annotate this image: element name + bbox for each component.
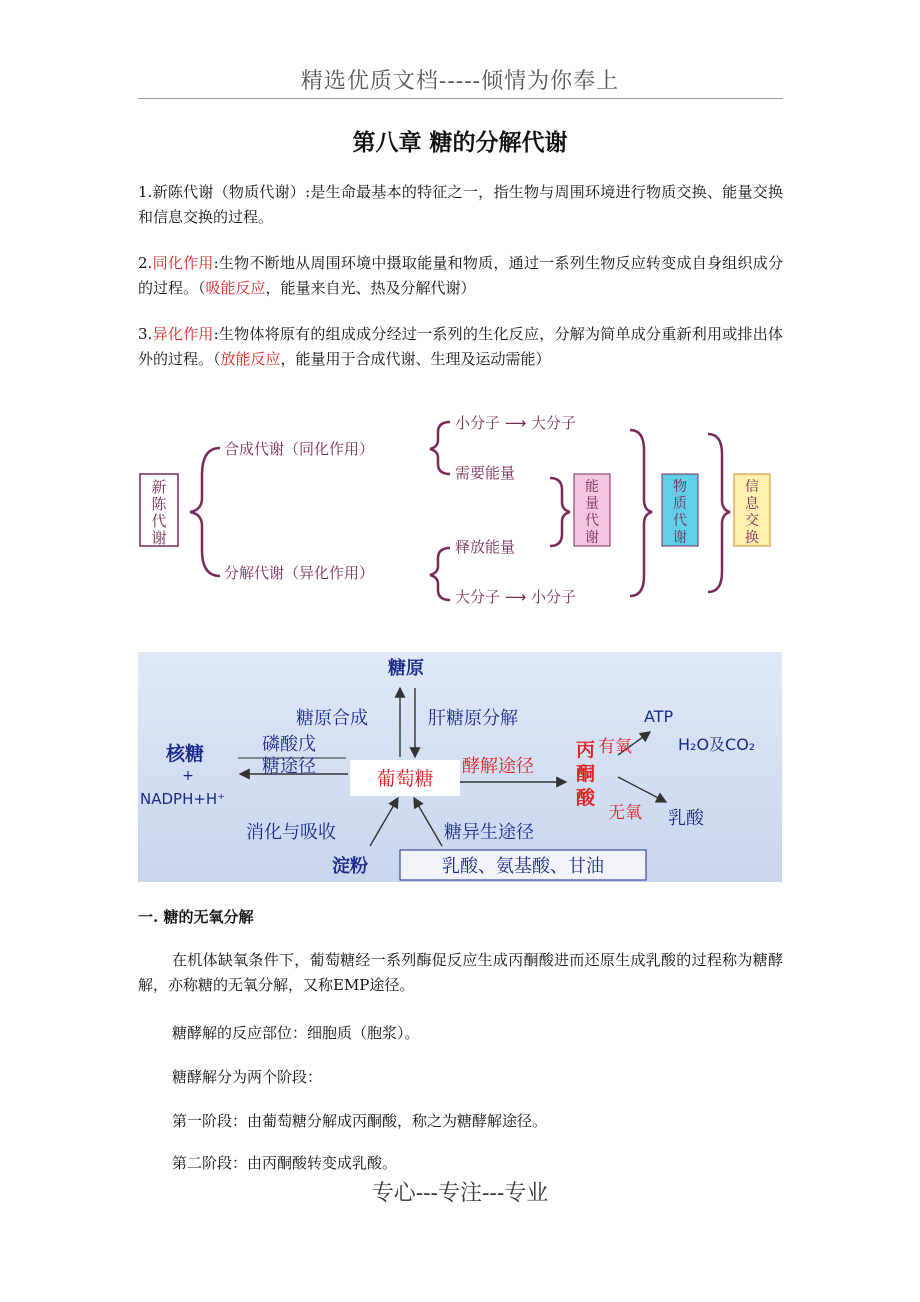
pyruvate-char-2: 酮 xyxy=(576,763,596,785)
page-footer: 专心---专注---专业 xyxy=(371,1181,549,1206)
need-energy-label: 需要能量 xyxy=(455,464,516,482)
info-char-3: 交 xyxy=(745,513,759,529)
anaerobic-label: 无氧 xyxy=(608,803,642,823)
energy-char-2: 量 xyxy=(585,496,599,512)
header-rule xyxy=(138,98,783,99)
digestion-label: 消化与吸收 xyxy=(246,822,336,843)
energy-char-1: 能 xyxy=(585,479,599,495)
release-energy-label: 释放能量 xyxy=(455,538,516,556)
glycogenolysis-label: 肝糖原分解 xyxy=(428,708,518,729)
section-paragraph-5: 第二阶段：由丙酮酸转变成乳酸。 xyxy=(172,1154,398,1172)
energy-char-3: 代 xyxy=(585,513,599,529)
small-to-big-label: 小分子 ⟶ 大分子 xyxy=(455,414,577,432)
paragraph-2 xyxy=(138,251,783,301)
section-paragraph-1: 在机体缺氧条件下，葡萄糖经一系列酶促反应生成丙酮酸进而还原生成乳酸的过程称为糖酵解，亦称糖的无氧分解，又称EMP途径。 xyxy=(138,951,783,994)
info-char-4: 换 xyxy=(745,530,759,546)
matter-char-4: 谢 xyxy=(673,530,687,546)
brace-info xyxy=(708,434,730,592)
lactate-product-label: 乳酸 xyxy=(668,808,704,829)
brace-energy xyxy=(550,478,570,546)
h2o-co2-label: H₂O及CO₂ xyxy=(678,735,756,754)
pyruvate-char-3: 酸 xyxy=(576,787,596,809)
p3-term: 异化作用 xyxy=(152,325,214,343)
p2-term: 同化作用 xyxy=(152,254,214,272)
brace-catabolism xyxy=(430,548,450,600)
energy-char-4: 谢 xyxy=(585,530,599,546)
ppp-label-1: 磷酸戊 xyxy=(262,734,316,755)
section-paragraph-2: 糖酵解的反应部位：细胞质（胞浆）。 xyxy=(172,1024,420,1042)
catabolism-label: 分解代谢（异化作用） xyxy=(224,564,375,582)
p2-text-b: ，能量来自光、热及分解代谢） xyxy=(265,279,476,297)
atp-label: ATP xyxy=(644,707,674,726)
plus-label: + xyxy=(182,768,194,784)
glucose-metabolism-diagram xyxy=(138,652,782,882)
pyruvate-char-1: 丙 xyxy=(576,739,596,761)
p3-term2: 放能反应 xyxy=(220,350,281,368)
p2-term2: 吸能反应 xyxy=(205,279,266,297)
p3-text-b: ，能量用于合成代谢、生理及运动需能） xyxy=(280,350,551,368)
root-char-4: 谢 xyxy=(151,529,167,547)
p2-number: 2. xyxy=(138,254,153,272)
root-char-1: 新 xyxy=(151,478,167,496)
gluconeogenesis-label: 糖异生途径 xyxy=(444,822,534,843)
brace-matter xyxy=(630,430,652,596)
root-char-2: 陈 xyxy=(151,495,167,513)
glucose-label: 葡萄糖 xyxy=(376,768,434,790)
matter-char-1: 物 xyxy=(673,479,687,495)
starch-label: 淀粉 xyxy=(332,856,368,877)
brace-root xyxy=(190,448,220,576)
page-header: 精选优质文档-----倾情为你奉上 xyxy=(300,69,620,94)
info-char-1: 信 xyxy=(745,479,759,495)
info-char-2: 息 xyxy=(745,496,759,512)
section-paragraph-4: 第一阶段：由葡萄糖分解成丙酮酸，称之为糖酵解途径。 xyxy=(172,1112,548,1130)
p3-text-a: :生物体将原有的组成成分经过一系列的生化反应，分解为简单成分重新利用或排出体外的过程。（ xyxy=(138,325,783,368)
chapter-title: 第八章 糖的分解代谢 xyxy=(352,130,568,156)
p3-number: 3. xyxy=(138,325,153,343)
section-paragraph-3: 糖酵解分为两个阶段： xyxy=(172,1068,323,1086)
matter-char-2: 质 xyxy=(673,496,687,512)
p2-text-a: :生物不断地从周围环境中摄取能量和物质，通过一系列生物反应转变成自身组织成分的过程。（ xyxy=(138,254,783,297)
matter-char-3: 代 xyxy=(673,513,687,529)
section-heading: 一. 糖的无氧分解 xyxy=(138,908,254,926)
aerobic-label: 有氧 xyxy=(598,737,632,757)
paragraph-1: 1.新陈代谢（物质代谢）:是生命最基本的特征之一，指生物与周围环境进行物质交换、能量交换和信息交换的过程。 xyxy=(138,183,783,226)
nadph-label: NADPH+H⁺ xyxy=(140,790,226,808)
metabolism-diagram xyxy=(130,400,790,615)
ppp-label-2: 糖途径 xyxy=(262,756,316,777)
glycogen-label: 糖原 xyxy=(388,658,424,679)
ribose-label: 核糖 xyxy=(166,743,205,765)
substrates-label: 乳酸、氨基酸、甘油 xyxy=(442,856,604,877)
big-to-small-label: 大分子 ⟶ 小分子 xyxy=(455,588,577,606)
anabolism-label: 合成代谢（同化作用） xyxy=(224,440,375,458)
glycolysis-label: 酵解途径 xyxy=(462,756,534,777)
root-char-3: 代 xyxy=(151,512,167,530)
glycogen-synthesis-label: 糖原合成 xyxy=(296,708,368,729)
brace-anabolism xyxy=(430,422,450,474)
paragraph-3 xyxy=(138,322,783,372)
